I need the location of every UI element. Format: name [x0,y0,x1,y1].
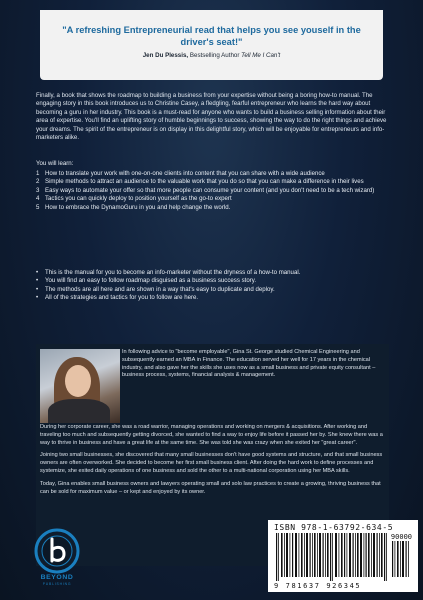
learn-item [36,178,388,186]
learn-item-number: 3 [36,186,40,194]
learn-item-number: 1 [36,170,40,177]
feature-bullets [36,269,336,303]
bullet-item [36,277,336,285]
endorsement-quote: "A refreshing Entrepreneurial read that helps you see youself in the driver's seat!" [62,25,361,47]
learn-item-number: 4 [36,195,40,203]
bullet-item [36,269,336,277]
bullet-dot-icon: • [36,269,39,276]
publisher-logo [22,528,92,596]
bullet-text: You will find an easy to follow roadmap disguised as a business success story. [45,277,257,285]
learn-item-number: 5 [36,203,40,211]
learn-item [36,170,388,178]
intro-paragraph: Finally, a book that shows the roadmap to building a business from your expertise without being a boring how-to manual. The engaging story in this book introduces us to Christine Casey, a fledgling, fearful entrepreneur who learns the hard way about becoming a guru in her industry. This book is a must-read for anyone who wants to build a business selling information about their area of expertise. You'll find an uplifting story of humble beginnings to success, showing the way to do the right things and achieve your dreams. The spirit of the entrepreneur is on display in this delightful story, which will be enjoyable for entrepreneurs and info-marketers alike. [36,92,387,142]
bio-paragraph: Today, Gina enables small business owners and lawyers operating small and solo law practices to create a growing, thriving business that can be sold for maximum value – or kept and enjoyed by its owner. [40,480,381,495]
bio-paragraph: During her corporate career, she was a road warrior, managing operations and working on mergers & acquisitions. After working and traveling too much and subsequently getting divorced, she wanted to find a way to enjoy life before it passed her by. She knew there was a way to thrive in business and have a great life at the same time. She was told she was crazy when she exited her "great career". [40,424,383,446]
learn-item-text: Tactics you can quickly deploy to position yourself as the go-to expert [45,195,232,203]
learn-list [36,170,388,212]
bullet-text: This is the manual for you to become an info-marketer without the dryness of a how-to manual. [45,269,301,276]
bullet-item [36,286,336,294]
author-photo [40,349,120,423]
author-book: Tell Me I Can't [241,52,281,59]
author-name: Jen Du Plessis, [142,52,189,59]
learn-item-number: 2 [36,178,40,186]
photo-face [65,365,91,397]
bullet-dot-icon: • [36,277,39,285]
learn-item-text: How to translate your work with one-on-one clients into content that you can share with a wide audience [45,170,325,177]
isbn-text: ISBN 978-1-63792-634-5 [274,523,394,532]
bullet-dot-icon: • [36,294,39,302]
isbn-barcode [268,520,418,592]
learn-item [36,195,388,203]
learn-heading: You will learn: [36,160,74,167]
bio-first-paragraph: In following advice to "become employable", Gina St. George studied Chemical Engineering and subsequently earned an MBA in Finance. The education served her well for 17 years in the chemical industry, and also gave her the skills she uses now as a small business and private equity consultant – business process, systems, financial analysis & management. [122,349,376,379]
bullet-text: The methods are all here and are shown in a way that's easy to duplicate and deploy. [45,285,275,293]
bullet-text: All of the strategies and tactics for you to follow are here. [45,294,199,302]
b-globe-icon [34,528,80,574]
publisher-tagline: PUBLISHING [42,582,72,586]
photo-body [48,399,110,423]
bullet-dot-icon: • [36,285,39,293]
bullet-item [36,294,336,302]
author-role: Bestselling Author [189,52,240,59]
barcode-digits: 9 781637 926345 [274,582,362,590]
endorsement-author [40,52,383,60]
learn-item [36,204,388,212]
learn-item-text: How to embrace the DynamoGuru in you and help change the world. [45,203,231,211]
bio-paragraph: Joining two small businesses, she discovered that many small businesses don't have good systems and structure, and that small business owners are often overworked. She decided to become her first small business client. After doing the hard work to define processes and systemize, she exited daily operations of one business and sold the other to a multi-national corporation using her MBA skills. [40,452,383,474]
endorsement-box [40,10,383,80]
publisher-name: BEYOND [40,574,74,581]
learn-item [36,187,388,195]
bio-remaining [40,424,386,501]
learn-item-text: Easy ways to automate your offer so that more people can consume your content (and you don't need to be a tech wizard) [45,186,375,194]
learn-item-text: Simple methods to attract an audience to the valuable work that you do so that you can make a difference in their lives [45,178,364,186]
price-code: 90000 [390,533,412,541]
